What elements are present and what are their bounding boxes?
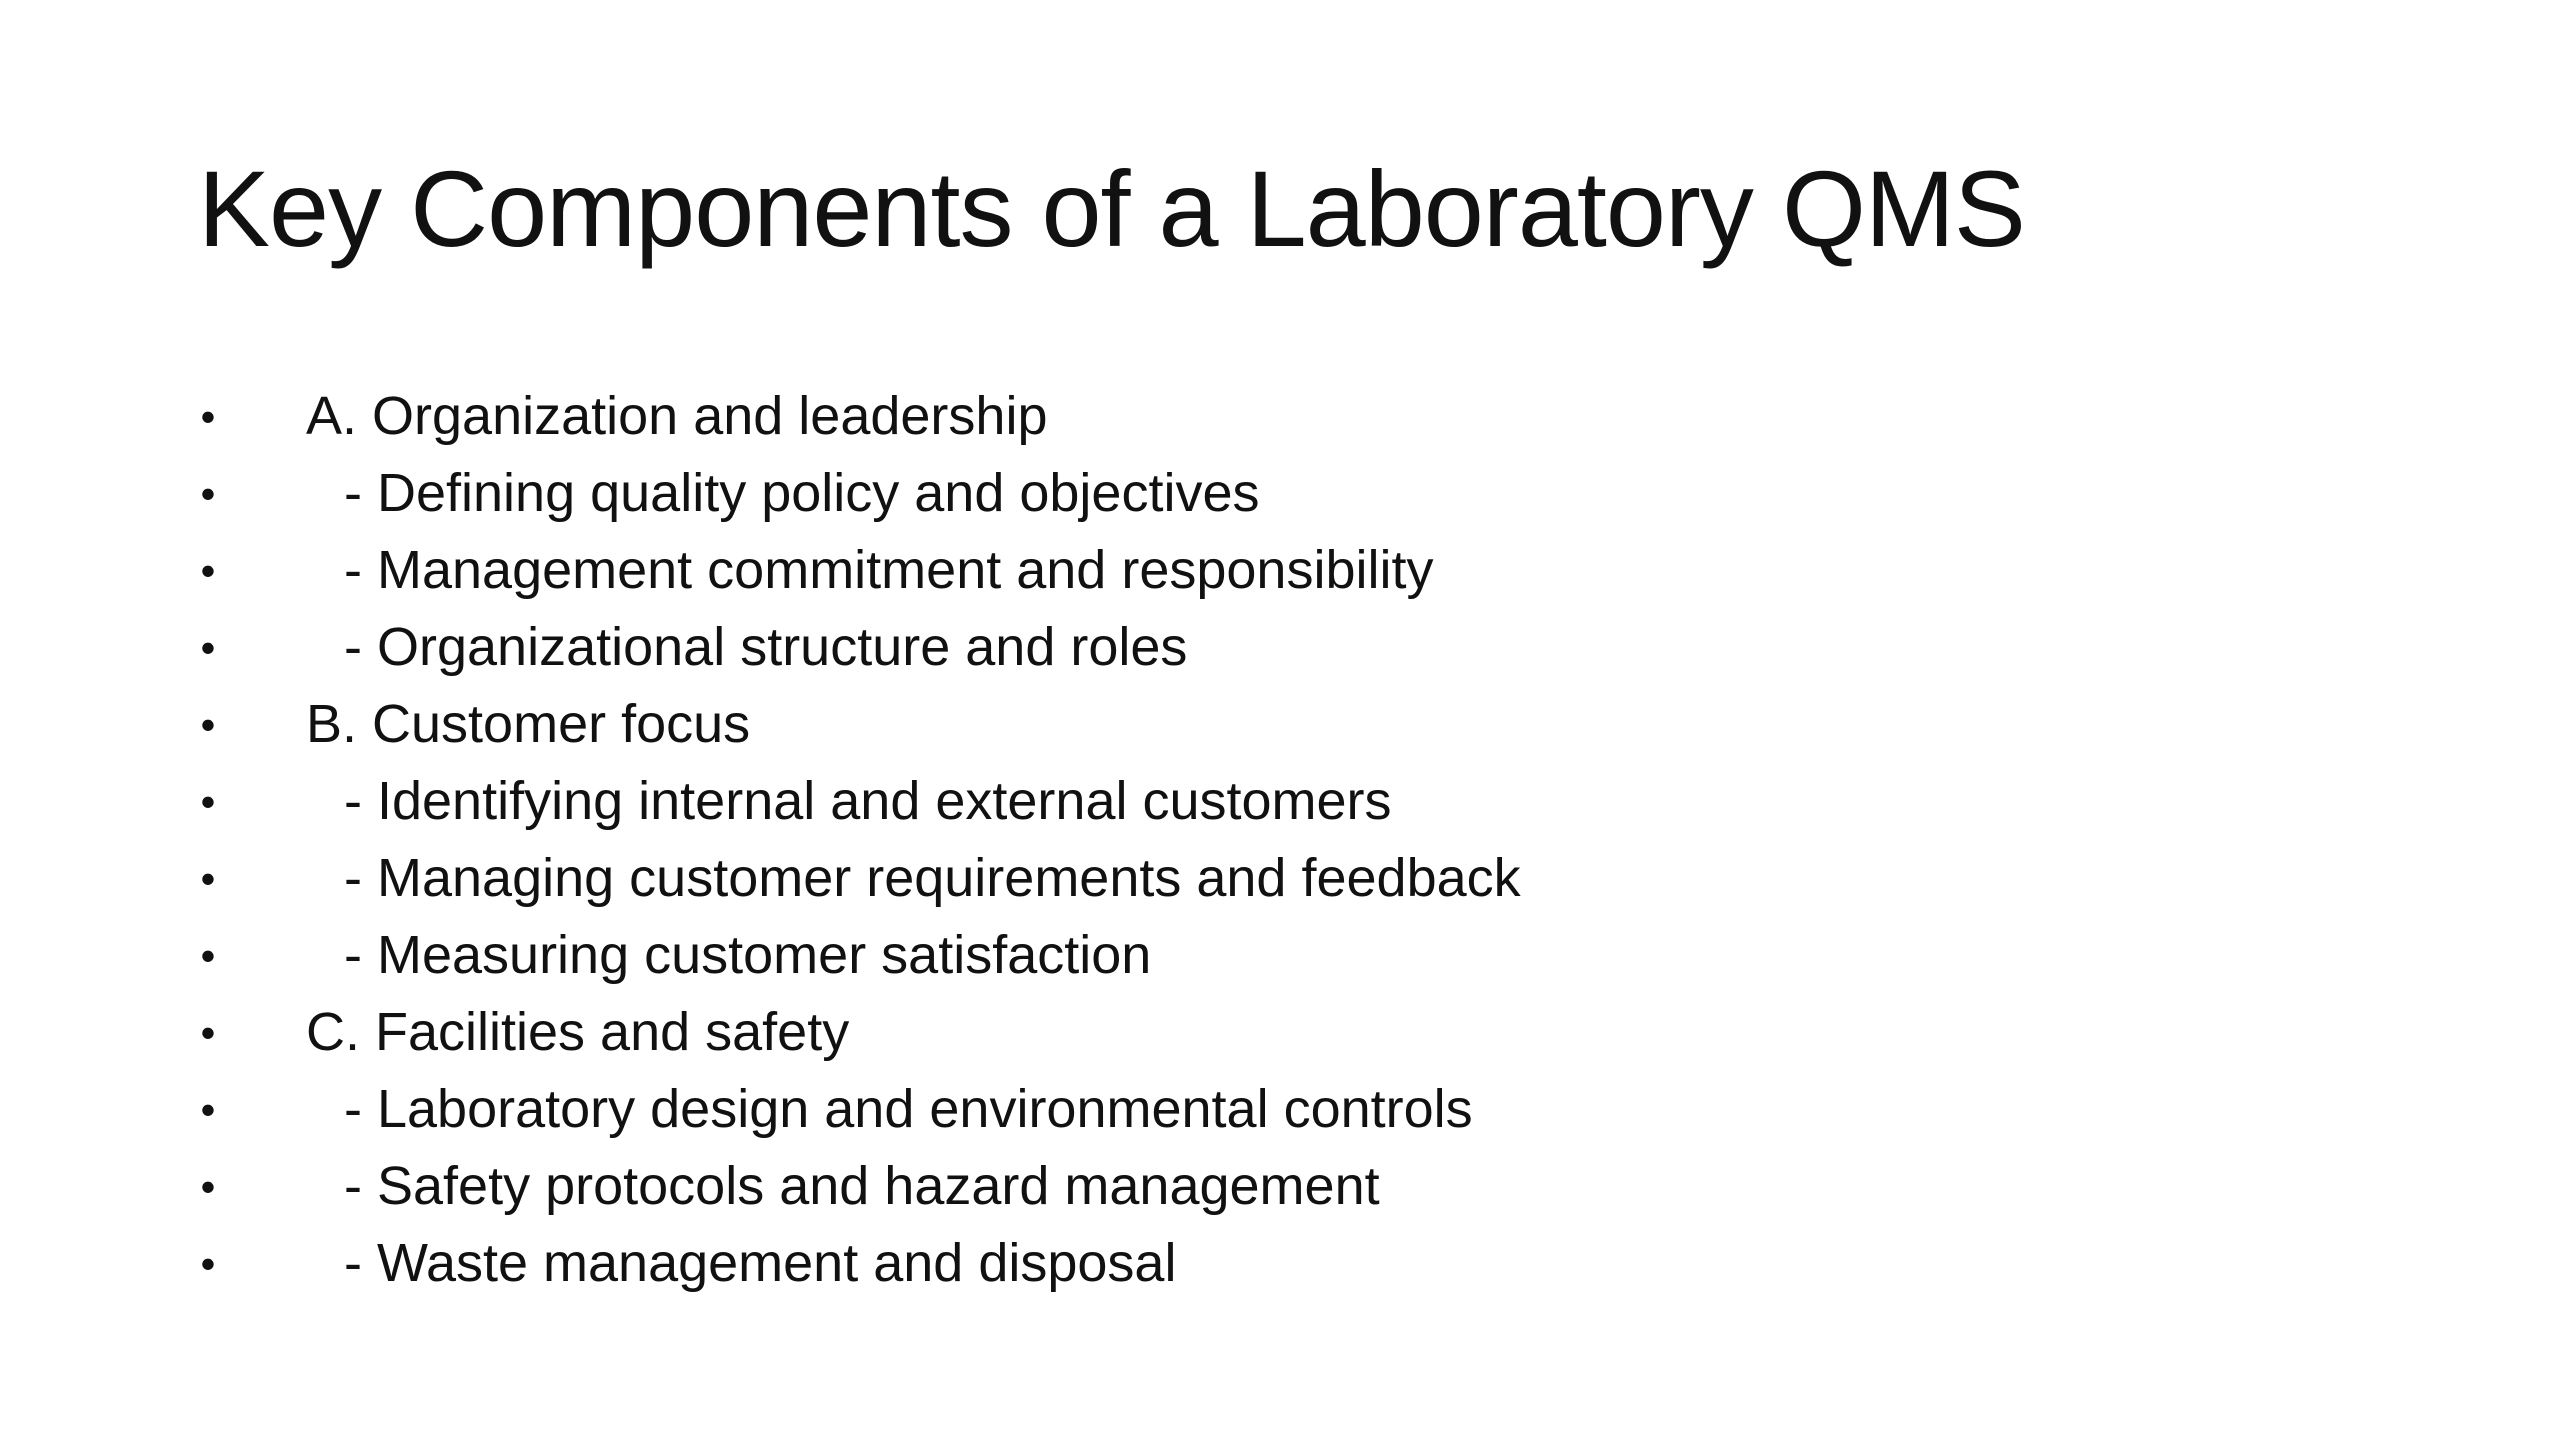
bullet-icon: • xyxy=(200,470,216,517)
bullet-icon: • xyxy=(200,1163,216,1210)
bullet-icon: • xyxy=(200,932,216,979)
bullet-icon: • xyxy=(200,624,216,671)
list-item-text: - Safety protocols and hazard management xyxy=(344,1156,1380,1216)
list-item-text: - Measuring customer satisfaction xyxy=(344,925,1152,985)
list-item-text: A. Organization and leadership xyxy=(306,386,1048,446)
list-item-text: C. Facilities and safety xyxy=(306,1002,850,1062)
bullet-icon: • xyxy=(200,393,216,440)
list-item-text: - Management commitment and responsibility xyxy=(344,540,1434,600)
bullet-icon: • xyxy=(200,701,216,748)
bullet-icon: • xyxy=(200,1009,216,1056)
list-item-text: - Managing customer requirements and feedback xyxy=(344,848,1521,908)
list-item-text: - Organizational structure and roles xyxy=(344,617,1188,677)
bullet-icon: • xyxy=(200,1086,216,1133)
list-item-text: - Laboratory design and environmental controls xyxy=(344,1079,1473,1139)
bullet-icon: • xyxy=(200,1240,216,1287)
list-item-text: B. Customer focus xyxy=(306,694,751,754)
list-item-text: - Identifying internal and external customers xyxy=(344,771,1392,831)
list-item-text: - Waste management and disposal xyxy=(344,1233,1177,1293)
bullet-icon: • xyxy=(200,547,216,594)
bullet-icon: • xyxy=(200,855,216,902)
list-item-text: - Defining quality policy and objectives xyxy=(344,463,1260,523)
bullet-icon: • xyxy=(200,778,216,825)
slide-title: Key Components of a Laboratory QMS xyxy=(198,148,2025,269)
